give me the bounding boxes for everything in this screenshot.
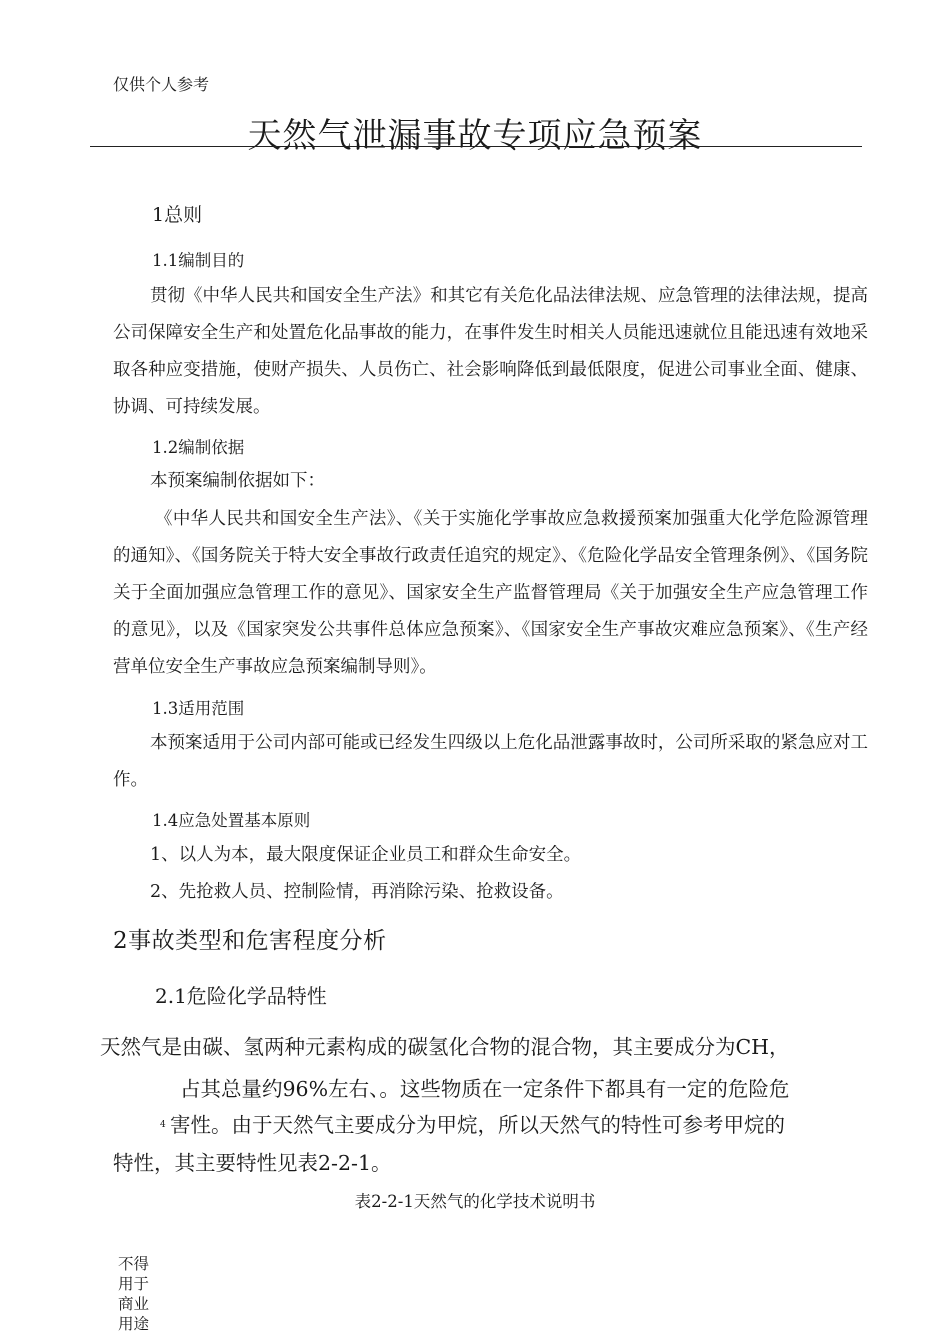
section-1-2-body: 《中华人民共和国安全生产法》、《关于实施化学事故应急救援预案加强重大化学危险源管理的通知》、《国务院关于特大安全事故行政责任追究的规定》、《危险化学品安全管理条例》、《国务院关于全面加强应急管理工作的意见》、国家安全生产监督管理局《关于加强安全生产应急管理工作的意见》，以及《国家突发公共事件总体应急预案》、《国家安全生产事故灾难应急预案》、《生产经营单位安全生产事故应急预案编制导则》。 xyxy=(113,509,868,677)
hazard-text-line-4: 特性，其主要特性见表2-2-1。 xyxy=(113,1151,392,1175)
section-2-heading: 2事故类型和危害程度分析 xyxy=(113,928,387,954)
section-1-heading: 1总则 xyxy=(152,204,203,226)
section-1-4-heading: 1.4应急处置基本原则 xyxy=(152,811,311,830)
principle-item-2: 2、先抢救人员、控制险情，再消除污染、抢救设备。 xyxy=(150,882,564,902)
header-note: 仅供个人参考 xyxy=(113,75,210,94)
methane-subscript: 4 xyxy=(160,1120,166,1130)
title-underline xyxy=(90,146,862,147)
document-title: 天然气泄漏事故专项应急预案 xyxy=(247,116,703,156)
section-1-2-intro: 本预案编制依据如下： xyxy=(150,471,325,491)
table-caption: 表2-2-1天然气的化学技术说明书 xyxy=(354,1192,596,1211)
footer-watermark-note: 不得用于商业用途 xyxy=(118,1255,150,1333)
principle-item-1: 1、以人为本，最大限度保证企业员工和群众生命安全。 xyxy=(150,845,582,865)
hazard-text-line-3: 害性。由于天然气主要成分为甲烷，所以天然气的特性可参考甲烷的 xyxy=(170,1113,785,1137)
section-1-1-body: 贯彻《中华人民共和国安全生产法》和其它有关危化品法律法规、应急管理的法律法规，提高公司保障安全生产和处置危化品事故的能力，在事件发生时相关人员能迅速就位且能迅速有效地采取各种应变措施，使财产损失、人员伤亡、社会影响降低到最低限度，促进公司事业全面、健康、协调、可持续发展。 xyxy=(113,286,868,417)
section-1-1-heading: 1.1编制目的 xyxy=(152,251,245,270)
hazard-text-line-2: 占其总量约96%左右、。这些物质在一定条件下都具有一定的危险危 xyxy=(180,1077,790,1101)
section-2-1-heading: 2.1危险化学品特性 xyxy=(155,984,327,1008)
section-1-3-heading: 1.3适用范围 xyxy=(152,699,245,718)
section-1-3-body: 本预案适用于公司内部可能或已经发生四级以上危化品泄露事故时，公司所采取的紧急应对工作。 xyxy=(113,733,868,790)
hazard-text-line-1: 天然气是由碳、氢两种元素构成的碳氢化合物的混合物，其主要成分为CH， xyxy=(100,1035,790,1059)
section-1-2-heading: 1.2编制依据 xyxy=(152,438,245,457)
